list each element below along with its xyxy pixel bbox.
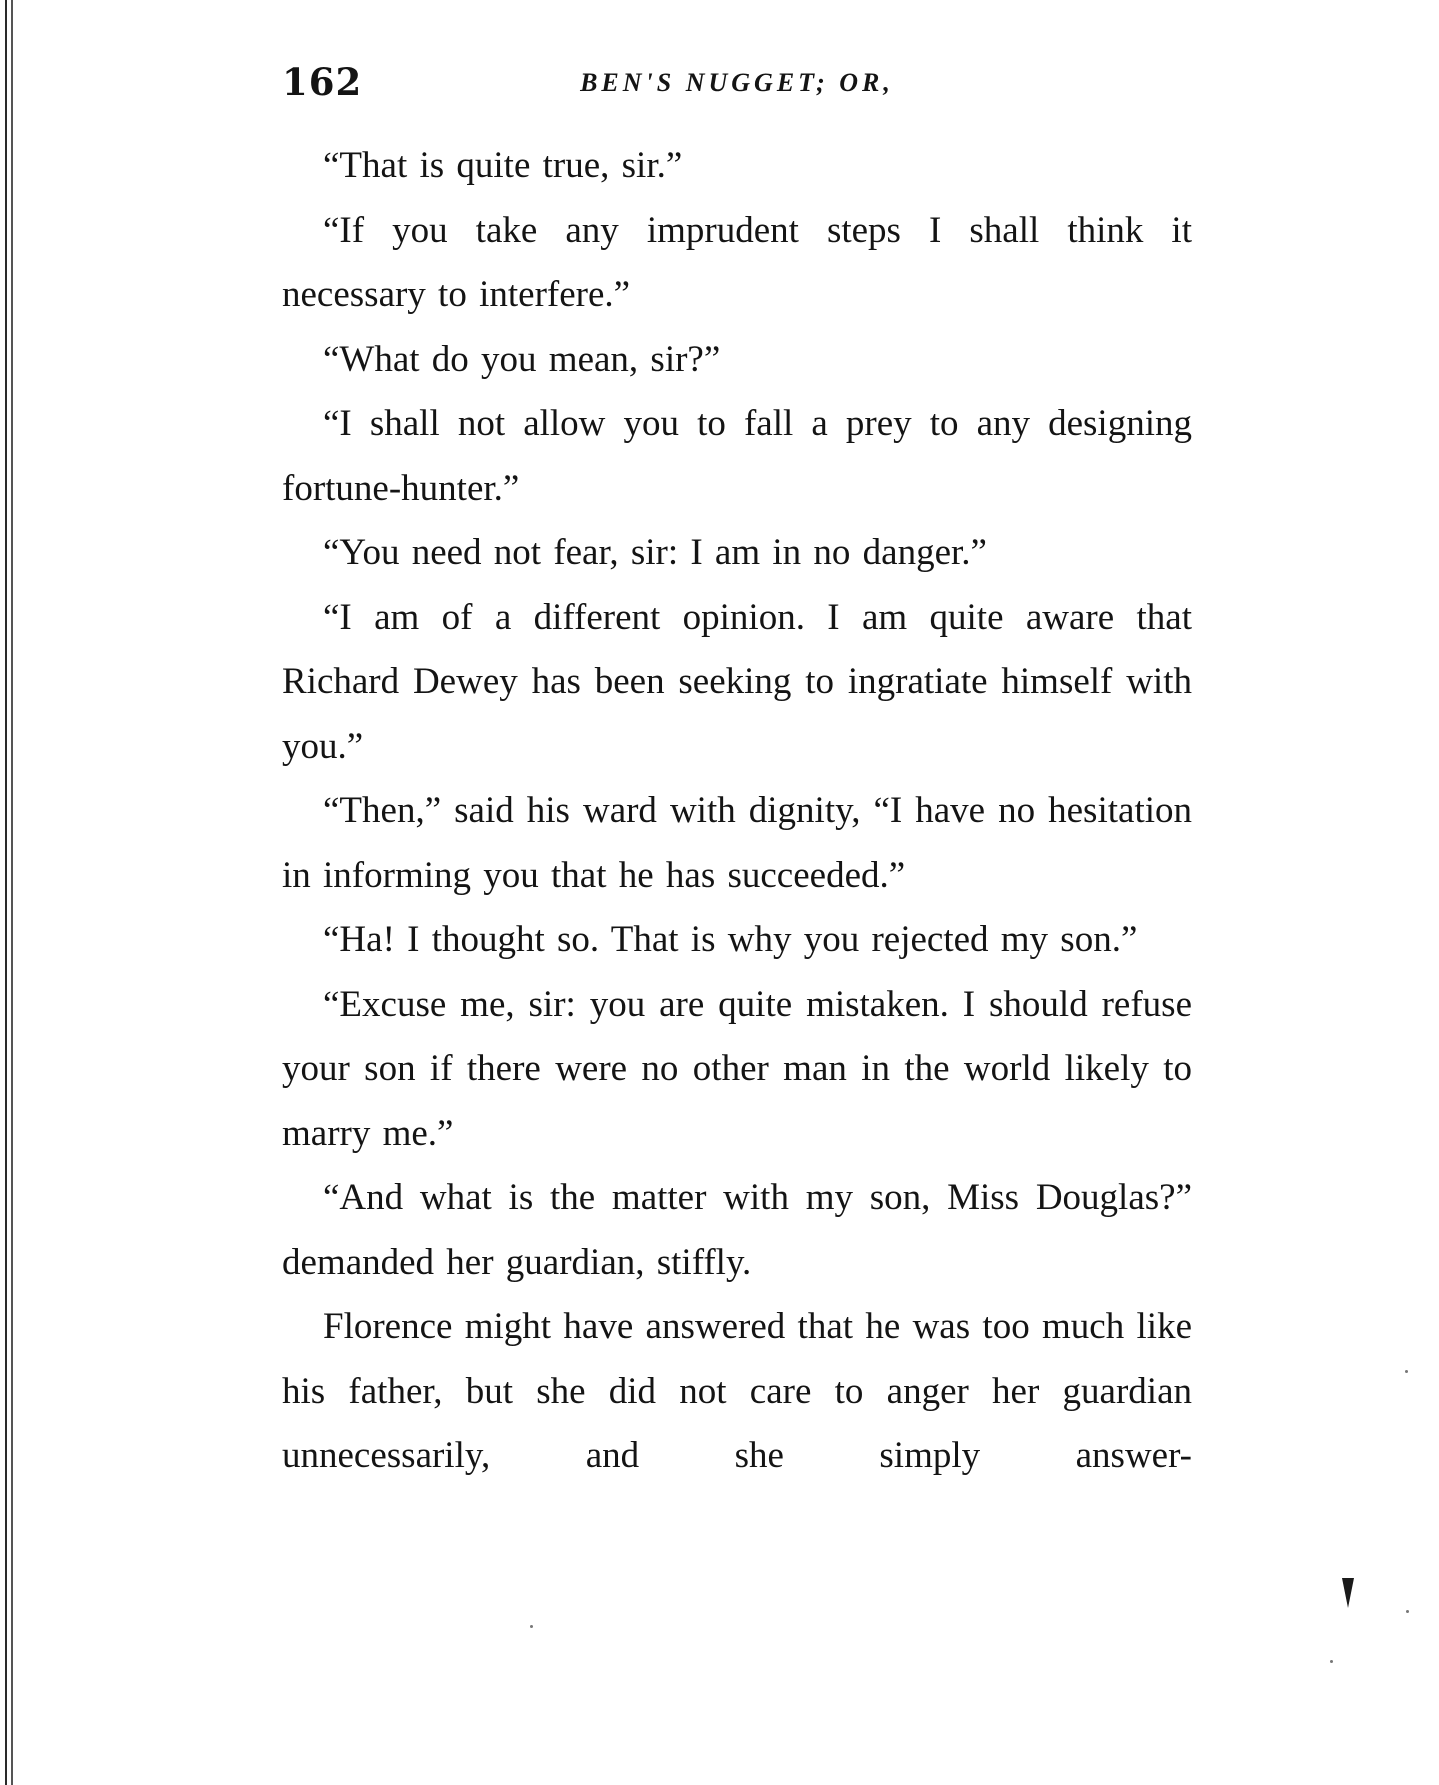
paragraph: “Ha! I thought so. That is why you rejected my son.”	[323, 919, 1138, 960]
binding-edge-line	[5, 0, 7, 1785]
paragraph: “Excuse me, sir: you are quite mistaken. I should refuse your son if there were no other man in the world likely to marry me.”	[282, 983, 1192, 1154]
scan-speck	[530, 1625, 533, 1628]
book-page	[282, 60, 1192, 1489]
paragraph: “And what is the matter with my son, Miss Douglas?” demanded her guardian, stiffly.	[282, 1177, 1192, 1283]
page-number: 162	[282, 60, 363, 104]
paragraph: Florence might have answered that he was too much like his father, but she did not care to anger her guardian unnecessarily, and she simply answer-	[282, 1306, 1192, 1476]
paragraph: “I shall not allow you to fall a prey to any designing fortune-hunter.”	[282, 403, 1192, 509]
paragraph: “If you take any imprudent steps I shall think it necessary to interfere.”	[282, 209, 1192, 315]
scan-speck	[1330, 1660, 1333, 1663]
binding-edge-line	[11, 0, 13, 1785]
paragraph: “I am of a different opinion. I am quite aware that Richard Dewey has been seeking to ingratiate himself with you.”	[282, 596, 1192, 767]
running-title: BEN'S NUGGET; OR,	[580, 68, 894, 97]
running-header	[282, 60, 1192, 104]
printer-mark	[1342, 1578, 1354, 1608]
scan-speck	[1405, 1370, 1408, 1373]
paragraph: “Then,” said his ward with dignity, “I have no hesitation in informing you that he has succeeded.”	[282, 790, 1192, 896]
scan-speck	[1406, 1610, 1409, 1613]
paragraph: “What do you mean, sir?”	[323, 338, 721, 380]
paragraph: “You need not fear, sir: I am in no danger.”	[323, 532, 987, 573]
paragraph: “That is quite true, sir.”	[323, 145, 683, 186]
body-text	[282, 134, 1192, 1489]
